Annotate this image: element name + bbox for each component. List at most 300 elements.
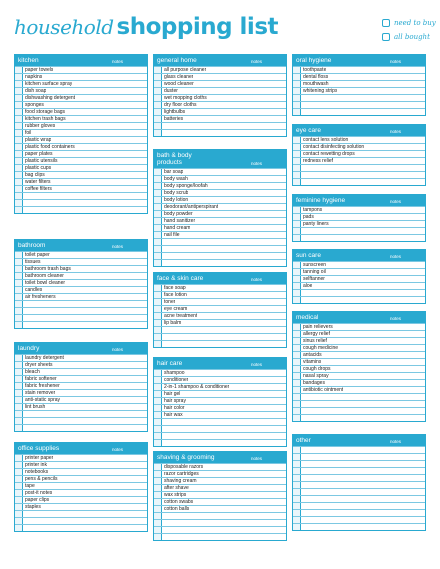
list-item: [15, 129, 147, 136]
checkbox[interactable]: [293, 165, 301, 171]
checkbox[interactable]: [293, 475, 301, 481]
checkbox[interactable]: [15, 158, 23, 164]
list-item: [293, 344, 425, 351]
checkbox[interactable]: [154, 377, 162, 383]
checkbox[interactable]: [293, 517, 301, 523]
checkbox[interactable]: [154, 419, 162, 425]
checkbox[interactable]: [293, 447, 301, 453]
item-text: toilet paper: [25, 252, 50, 258]
checkbox[interactable]: [154, 95, 162, 101]
checkbox[interactable]: [15, 390, 23, 396]
checkbox[interactable]: [15, 81, 23, 87]
section-header: [293, 195, 425, 206]
item-text: wet mopping cloths: [164, 95, 207, 101]
checkbox[interactable]: [293, 67, 301, 73]
list-item: [154, 397, 286, 404]
item-text: conditioner: [164, 377, 189, 383]
checkbox[interactable]: [15, 123, 23, 129]
list-item: [15, 496, 147, 503]
checkbox[interactable]: [154, 246, 162, 252]
item-text: [301, 496, 303, 502]
checkbox[interactable]: [293, 283, 301, 289]
item-text: [162, 341, 164, 347]
checkbox[interactable]: [293, 359, 301, 365]
checkbox[interactable]: [293, 489, 301, 495]
checkbox-icon[interactable]: [382, 19, 390, 27]
checkbox[interactable]: [154, 478, 162, 484]
section-header: [15, 55, 147, 66]
checkbox[interactable]: [293, 503, 301, 509]
item-text: [301, 503, 303, 509]
list-item: [15, 185, 147, 192]
checkbox[interactable]: [293, 373, 301, 379]
item-text: 2-in-1 shampoo & conditioner: [164, 384, 230, 390]
list-item: [293, 467, 425, 474]
checkbox[interactable]: [293, 352, 301, 358]
item-text: [301, 401, 303, 407]
item-text: all purpose cleaner: [164, 67, 207, 73]
checkbox[interactable]: [293, 496, 301, 502]
checkbox[interactable]: [154, 341, 162, 347]
checkbox[interactable]: [154, 299, 162, 305]
list-item: [15, 150, 147, 157]
list-item: [15, 101, 147, 108]
checkbox[interactable]: [293, 262, 301, 268]
checkbox[interactable]: [15, 130, 23, 136]
list-item: [154, 512, 286, 519]
item-text: selftanner: [303, 276, 325, 282]
list-item: [154, 108, 286, 115]
checkbox[interactable]: [154, 292, 162, 298]
list-item: [293, 289, 425, 296]
legend-label: need to buy: [394, 19, 436, 27]
item-text: bleach: [25, 369, 40, 375]
legend-label: all bought: [394, 33, 430, 41]
item-text: tissues: [25, 259, 41, 265]
list-item: [293, 509, 425, 516]
item-text: [301, 408, 303, 414]
checkbox[interactable]: [154, 313, 162, 319]
section-title: oral hygiene: [296, 57, 332, 64]
checkbox[interactable]: [293, 324, 301, 330]
item-text: [301, 297, 303, 303]
item-text: paper plates: [25, 151, 53, 157]
list-item: [15, 251, 147, 258]
checkbox[interactable]: [15, 287, 23, 293]
checkbox[interactable]: [15, 102, 23, 108]
item-text: [23, 301, 25, 307]
list-item: [15, 300, 147, 307]
item-text: [23, 322, 25, 328]
checkbox[interactable]: [293, 461, 301, 467]
checkbox[interactable]: [15, 266, 23, 272]
checkbox[interactable]: [154, 440, 162, 446]
list-item: [15, 510, 147, 517]
item-text: kitchen surface spray: [25, 81, 73, 87]
checkbox[interactable]: [154, 285, 162, 291]
checkbox[interactable]: [154, 485, 162, 491]
item-text: [23, 425, 25, 431]
item-text: [301, 172, 303, 178]
checkbox[interactable]: [293, 151, 301, 157]
item-text: rubber gloves: [25, 123, 56, 129]
checkbox[interactable]: [154, 260, 162, 266]
checkbox[interactable]: [293, 95, 301, 101]
section-header: [154, 358, 286, 369]
checkbox[interactable]: [15, 469, 23, 475]
checkbox[interactable]: [154, 464, 162, 470]
section-hair-care: [153, 357, 287, 447]
item-text: toilet bowl cleaner: [25, 280, 66, 286]
item-text: food storage bags: [25, 109, 66, 115]
item-text: [162, 426, 164, 432]
item-text: cough medicine: [303, 345, 339, 351]
section-header: [154, 55, 286, 66]
checkbox[interactable]: [154, 88, 162, 94]
checkbox[interactable]: [154, 169, 162, 175]
checkbox[interactable]: [293, 158, 301, 164]
item-text: nail file: [164, 232, 180, 238]
checkbox[interactable]: [293, 524, 301, 530]
item-text: [301, 461, 303, 467]
item-text: bar soap: [164, 169, 184, 175]
checkbox[interactable]: [15, 259, 23, 265]
checkbox[interactable]: [154, 218, 162, 224]
checkbox[interactable]: [154, 384, 162, 390]
item-text: body sponge/loofah: [164, 183, 208, 189]
item-text: [162, 419, 164, 425]
checkbox[interactable]: [15, 74, 23, 80]
checkbox[interactable]: [154, 520, 162, 526]
item-text: hand sanitizer: [164, 218, 196, 224]
item-text: [162, 527, 164, 533]
list-item: [15, 307, 147, 314]
item-text: bandages: [303, 380, 325, 386]
checkbox[interactable]: [15, 362, 23, 368]
checkbox[interactable]: [154, 130, 162, 136]
list-item: [293, 330, 425, 337]
checkbox[interactable]: [293, 235, 301, 241]
list-item: [154, 333, 286, 340]
checkbox[interactable]: [154, 232, 162, 238]
checkbox[interactable]: [293, 297, 301, 303]
checkbox-icon[interactable]: [382, 33, 390, 41]
list-item: [293, 213, 425, 220]
checkbox[interactable]: [154, 116, 162, 122]
checkbox[interactable]: [293, 221, 301, 227]
list-item: [15, 454, 147, 461]
checkbox[interactable]: [154, 513, 162, 519]
checkbox[interactable]: [15, 322, 23, 328]
checkbox[interactable]: [15, 404, 23, 410]
list-item: [15, 87, 147, 94]
section-title: office supplies: [18, 445, 60, 452]
item-text: fabric freshener: [25, 383, 60, 389]
section-title: eye care: [296, 127, 321, 134]
checkbox[interactable]: [15, 186, 23, 192]
checkbox[interactable]: [154, 534, 162, 540]
checkbox[interactable]: [293, 290, 301, 296]
checkbox[interactable]: [15, 518, 23, 524]
checkbox[interactable]: [293, 269, 301, 275]
checkbox[interactable]: [154, 239, 162, 245]
checkbox[interactable]: [154, 211, 162, 217]
checkbox[interactable]: [293, 172, 301, 178]
checkbox[interactable]: [15, 411, 23, 417]
checkbox[interactable]: [293, 179, 301, 185]
checkbox[interactable]: [154, 320, 162, 326]
checkbox[interactable]: [293, 415, 301, 421]
checkbox[interactable]: [15, 67, 23, 73]
checkbox[interactable]: [15, 308, 23, 314]
list-item: [154, 298, 286, 305]
checkbox[interactable]: [154, 67, 162, 73]
item-text: [23, 518, 25, 524]
checkbox[interactable]: [15, 252, 23, 258]
checkbox[interactable]: [15, 355, 23, 361]
item-text: [162, 246, 164, 252]
item-text: plastic wrap: [25, 137, 52, 143]
checkbox[interactable]: [293, 366, 301, 372]
section-oral-hygiene: [292, 54, 426, 116]
checkbox[interactable]: [154, 81, 162, 87]
checkbox[interactable]: [293, 387, 301, 393]
checkbox[interactable]: [293, 207, 301, 213]
list-item: [154, 196, 286, 203]
checkbox[interactable]: [154, 306, 162, 312]
checkbox[interactable]: [154, 492, 162, 498]
checkbox[interactable]: [15, 88, 23, 94]
item-text: foil: [25, 130, 32, 136]
item-text: antacids: [303, 352, 322, 358]
checkbox[interactable]: [15, 490, 23, 496]
checkbox[interactable]: [15, 137, 23, 143]
checkbox[interactable]: [154, 327, 162, 333]
checkbox[interactable]: [15, 462, 23, 468]
checkbox[interactable]: [15, 425, 23, 431]
list-item: [15, 178, 147, 185]
checkbox[interactable]: [293, 401, 301, 407]
notes-label: notes: [389, 439, 401, 444]
checkbox[interactable]: [154, 527, 162, 533]
list-item: [15, 122, 147, 129]
checkbox[interactable]: [293, 454, 301, 460]
checkbox[interactable]: [293, 510, 301, 516]
checkbox[interactable]: [293, 88, 301, 94]
list-item: [15, 258, 147, 265]
section-other: [292, 434, 426, 531]
checkbox[interactable]: [293, 102, 301, 108]
item-text: plastic cups: [25, 165, 52, 171]
list-item: [154, 182, 286, 189]
checkbox[interactable]: [154, 176, 162, 182]
section-eye-care: [292, 124, 426, 186]
checkbox[interactable]: [15, 116, 23, 122]
item-text: [301, 475, 303, 481]
item-text: hair color: [164, 405, 185, 411]
checkbox[interactable]: [15, 301, 23, 307]
checkbox[interactable]: [15, 172, 23, 178]
checkbox[interactable]: [154, 334, 162, 340]
list-item: [154, 245, 286, 252]
checkbox[interactable]: [15, 525, 23, 531]
checkbox[interactable]: [15, 511, 23, 517]
list-item: [293, 275, 425, 282]
list-item: [293, 460, 425, 467]
list-item: [15, 368, 147, 375]
list-item: [154, 425, 286, 432]
checkbox[interactable]: [154, 197, 162, 203]
checkbox[interactable]: [293, 109, 301, 115]
section-header: [154, 452, 286, 463]
checkbox[interactable]: [154, 391, 162, 397]
checkbox[interactable]: [15, 294, 23, 300]
checkbox[interactable]: [154, 225, 162, 231]
checkbox[interactable]: [15, 369, 23, 375]
item-text: [301, 290, 303, 296]
item-text: body lotion: [164, 197, 189, 203]
checkbox[interactable]: [154, 471, 162, 477]
list-item: [293, 164, 425, 171]
checkbox[interactable]: [15, 200, 23, 206]
checkbox[interactable]: [15, 455, 23, 461]
checkbox[interactable]: [154, 204, 162, 210]
checkbox[interactable]: [154, 412, 162, 418]
list-item: [293, 386, 425, 393]
checkbox[interactable]: [293, 394, 301, 400]
section-sun-care: [292, 249, 426, 304]
list-item: [293, 393, 425, 400]
checkbox[interactable]: [293, 331, 301, 337]
checkbox[interactable]: [293, 214, 301, 220]
list-item: [293, 400, 425, 407]
list-item: [293, 358, 425, 365]
list-item: [154, 87, 286, 94]
checkbox[interactable]: [293, 137, 301, 143]
item-text: napkins: [25, 74, 43, 80]
checkbox[interactable]: [154, 183, 162, 189]
section-header: [154, 150, 286, 168]
checkbox[interactable]: [15, 476, 23, 482]
notes-label: notes: [111, 447, 123, 452]
checkbox[interactable]: [15, 280, 23, 286]
list-item: [154, 73, 286, 80]
checkbox[interactable]: [293, 74, 301, 80]
checkbox[interactable]: [154, 190, 162, 196]
section-kitchen: [14, 54, 148, 214]
section-title: bath & body: [157, 152, 192, 159]
checkbox[interactable]: [293, 408, 301, 414]
item-text: shampoo: [164, 370, 185, 376]
item-text: [301, 394, 303, 400]
checkbox[interactable]: [15, 315, 23, 321]
checkbox[interactable]: [15, 504, 23, 510]
item-text: [162, 440, 164, 446]
checkbox[interactable]: [15, 483, 23, 489]
item-text: lint brush: [25, 404, 46, 410]
checkbox[interactable]: [154, 102, 162, 108]
list-item: [154, 369, 286, 376]
checkbox[interactable]: [154, 74, 162, 80]
list-item: [154, 533, 286, 540]
checkbox[interactable]: [293, 276, 301, 282]
checkbox[interactable]: [154, 253, 162, 259]
checkbox[interactable]: [15, 273, 23, 279]
checkbox[interactable]: [15, 109, 23, 115]
checkbox[interactable]: [154, 405, 162, 411]
section-bathroom: [14, 239, 148, 329]
item-text: [162, 327, 164, 333]
checkbox[interactable]: [15, 383, 23, 389]
list-item: [15, 517, 147, 524]
checkbox[interactable]: [293, 144, 301, 150]
item-text: [301, 447, 303, 453]
checkbox[interactable]: [293, 468, 301, 474]
item-text: fabric softener: [25, 376, 57, 382]
list-item: [154, 376, 286, 383]
item-text: aloe: [303, 283, 313, 289]
checkbox[interactable]: [15, 193, 23, 199]
checkbox[interactable]: [15, 151, 23, 157]
checkbox[interactable]: [15, 207, 23, 213]
checkbox[interactable]: [293, 380, 301, 386]
checkbox[interactable]: [15, 376, 23, 382]
item-text: anti-static spray: [25, 397, 61, 403]
item-text: dishwashing detergent: [25, 95, 76, 101]
checkbox[interactable]: [154, 370, 162, 376]
item-text: [162, 130, 164, 136]
item-text: allergy relief: [303, 331, 330, 337]
checkbox[interactable]: [154, 433, 162, 439]
notes-label: notes: [250, 59, 262, 64]
checkbox[interactable]: [15, 397, 23, 403]
checkbox[interactable]: [15, 497, 23, 503]
section-title: hair care: [157, 360, 183, 367]
checkbox[interactable]: [15, 95, 23, 101]
item-text: eye cream: [164, 306, 188, 312]
list-item: [154, 312, 286, 319]
checkbox[interactable]: [293, 345, 301, 351]
checkbox[interactable]: [154, 398, 162, 404]
list-item: [154, 189, 286, 196]
checkbox[interactable]: [154, 499, 162, 505]
title-bold-text: shopping list: [116, 14, 279, 40]
checkbox[interactable]: [293, 81, 301, 87]
list-item: [154, 210, 286, 217]
item-text: [162, 520, 164, 526]
item-text: redness relief: [303, 158, 334, 164]
checkbox[interactable]: [154, 123, 162, 129]
checkbox[interactable]: [293, 482, 301, 488]
checkbox[interactable]: [15, 165, 23, 171]
list-item: [15, 136, 147, 143]
item-text: [301, 109, 303, 115]
checkbox[interactable]: [15, 144, 23, 150]
item-text: sponges: [25, 102, 44, 108]
checkbox[interactable]: [293, 228, 301, 234]
checkbox[interactable]: [154, 109, 162, 115]
item-text: disposable razors: [164, 464, 204, 470]
item-text: [301, 228, 303, 234]
checkbox[interactable]: [293, 338, 301, 344]
list-item: [293, 523, 425, 530]
checkbox[interactable]: [15, 418, 23, 424]
checkbox[interactable]: [154, 426, 162, 432]
item-text: [23, 418, 25, 424]
checkbox[interactable]: [154, 506, 162, 512]
item-text: face lotion: [164, 292, 187, 298]
checkbox[interactable]: [15, 179, 23, 185]
